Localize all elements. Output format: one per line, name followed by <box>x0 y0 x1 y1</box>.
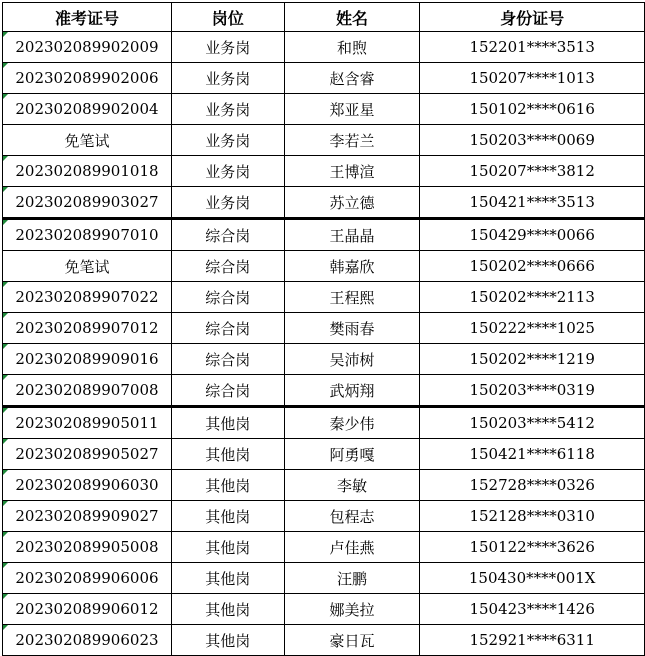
name-cell-text: 和煦 <box>336 38 367 57</box>
name-cell <box>284 375 420 407</box>
position-cell-text: 综合岗 <box>205 257 251 276</box>
candidate-table <box>2 2 645 656</box>
cell-marker-icon <box>3 594 8 599</box>
position-cell <box>171 470 284 501</box>
name-cell <box>284 313 420 344</box>
name-cell-text: 王博渲 <box>329 162 375 181</box>
exam-no-cell <box>3 501 172 532</box>
exam-no-cell <box>3 563 172 594</box>
position-cell-text: 其他岗 <box>205 445 251 464</box>
cell-marker-icon <box>3 313 8 318</box>
id-no-cell-text: 150222****1025 <box>469 319 595 337</box>
id-no-cell <box>420 375 645 407</box>
exam-no-cell <box>3 532 172 563</box>
id-no-cell-text: 150202****0666 <box>469 257 595 275</box>
cell-marker-icon <box>3 501 8 506</box>
table-row <box>3 94 645 125</box>
position-cell-text: 其他岗 <box>205 569 251 588</box>
id-no-cell <box>420 32 645 63</box>
cell-marker-icon <box>3 375 8 380</box>
cell-marker-icon <box>3 532 8 537</box>
exam-no-cell-text: 202302089902004 <box>15 100 159 118</box>
exam-no-cell <box>3 94 172 125</box>
exam-no-cell-text: 202302089907012 <box>15 319 159 337</box>
name-cell-text: 赵含睿 <box>329 69 375 88</box>
id-no-cell-text: 152921****6311 <box>469 631 595 649</box>
id-no-cell-text: 150202****1219 <box>469 350 595 368</box>
name-cell <box>284 32 420 63</box>
name-cell-text: 娜美拉 <box>329 600 375 619</box>
table-row <box>3 187 645 219</box>
position-cell <box>171 344 284 375</box>
position-cell <box>171 594 284 625</box>
exam-no-cell-text: 202302089905008 <box>15 538 159 556</box>
position-cell-text: 其他岗 <box>205 476 251 495</box>
name-cell <box>284 156 420 187</box>
id-no-cell <box>420 313 645 344</box>
id-no-cell <box>420 439 645 470</box>
position-cell-text: 其他岗 <box>205 538 251 557</box>
exam-no-cell-text: 202302089905011 <box>15 414 159 432</box>
id-no-cell-text: 152128****0310 <box>469 507 595 525</box>
exam-no-cell <box>3 439 172 470</box>
position-cell-text: 其他岗 <box>205 507 251 526</box>
cell-marker-icon <box>3 625 8 630</box>
id-no-cell <box>420 156 645 187</box>
exam-no-cell-text: 202302089907008 <box>15 381 159 399</box>
name-cell-text: 吴沛树 <box>329 350 375 369</box>
name-cell <box>284 251 420 282</box>
exam-no-cell-text: 202302089906012 <box>15 600 159 618</box>
id-no-cell-text: 150423****1426 <box>469 600 595 618</box>
position-cell-text: 综合岗 <box>205 226 251 245</box>
position-cell-text: 业务岗 <box>205 131 251 150</box>
cell-marker-icon <box>3 187 8 192</box>
cell-marker-icon <box>3 282 8 287</box>
cell-marker-icon <box>3 156 8 161</box>
id-no-cell <box>420 470 645 501</box>
name-cell <box>284 344 420 375</box>
exam-no-cell <box>3 187 172 219</box>
name-cell <box>284 219 420 251</box>
position-cell <box>171 282 284 313</box>
id-no-cell-text: 150122****3626 <box>469 538 595 556</box>
id-no-cell-text: 150421****6118 <box>469 445 595 463</box>
exam-no-cell-text: 202302089909027 <box>15 507 159 525</box>
position-cell-text: 其他岗 <box>205 414 251 433</box>
id-no-cell <box>420 187 645 219</box>
cell-marker-icon <box>3 470 8 475</box>
table-row <box>3 125 645 156</box>
cell-marker-icon <box>3 220 8 225</box>
id-no-cell-text: 150429****0066 <box>469 226 595 244</box>
name-cell-text: 武炳翔 <box>329 381 375 400</box>
table-body <box>3 32 645 656</box>
position-cell <box>171 313 284 344</box>
exam-no-cell-text: 免笔试 <box>64 257 110 276</box>
name-cell <box>284 594 420 625</box>
position-cell <box>171 94 284 125</box>
name-cell-text: 王晶晶 <box>329 226 375 245</box>
table-row <box>3 251 645 282</box>
table-row <box>3 501 645 532</box>
exam-no-cell <box>3 32 172 63</box>
exam-no-cell <box>3 156 172 187</box>
exam-no-cell-text: 202302089902006 <box>15 69 159 87</box>
position-cell-text: 业务岗 <box>205 69 251 88</box>
position-cell <box>171 125 284 156</box>
name-cell-text: 樊雨春 <box>329 319 375 338</box>
table-row <box>3 63 645 94</box>
id-no-cell <box>420 563 645 594</box>
id-no-cell <box>420 344 645 375</box>
id-no-cell-text: 150207****1013 <box>469 69 595 87</box>
cell-marker-icon <box>3 94 8 99</box>
id-no-cell-text: 150203****0319 <box>469 381 595 399</box>
id-no-cell-text: 150430****001X <box>468 569 596 587</box>
position-cell-text: 业务岗 <box>205 38 251 57</box>
id-no-cell <box>420 282 645 313</box>
name-cell <box>284 125 420 156</box>
position-cell <box>171 187 284 219</box>
cell-marker-icon <box>3 32 8 37</box>
position-cell <box>171 375 284 407</box>
cell-marker-icon <box>3 63 8 68</box>
position-cell-text: 业务岗 <box>205 100 251 119</box>
name-cell-text: 阿勇嘎 <box>329 445 375 464</box>
position-cell-text: 业务岗 <box>205 193 251 212</box>
id-no-cell <box>420 251 645 282</box>
exam-no-cell-text: 202302089909016 <box>15 350 159 368</box>
id-no-cell <box>420 63 645 94</box>
id-no-cell <box>420 594 645 625</box>
id-no-cell-text: 150102****0616 <box>469 100 595 118</box>
table-row <box>3 219 645 251</box>
table-row <box>3 32 645 63</box>
id-no-cell <box>420 94 645 125</box>
exam-no-cell-text: 202302089901018 <box>15 162 159 180</box>
header-id-no: 身份证号 <box>420 3 645 32</box>
exam-no-cell <box>3 407 172 439</box>
exam-no-cell-text: 202302089906023 <box>15 631 159 649</box>
exam-no-cell <box>3 594 172 625</box>
position-cell <box>171 156 284 187</box>
name-cell-text: 李若兰 <box>329 131 375 150</box>
table-row <box>3 282 645 313</box>
table-row <box>3 407 645 439</box>
name-cell-text: 李敏 <box>336 476 367 495</box>
id-no-cell-text: 150421****3513 <box>469 193 595 211</box>
table-row <box>3 344 645 375</box>
exam-no-cell-text: 202302089902009 <box>15 38 159 56</box>
name-cell <box>284 187 420 219</box>
position-cell-text: 综合岗 <box>205 381 251 400</box>
name-cell-text: 王程熙 <box>329 288 375 307</box>
id-no-cell <box>420 407 645 439</box>
id-no-cell-text: 152201****3513 <box>469 38 595 56</box>
table-row <box>3 594 645 625</box>
name-cell <box>284 282 420 313</box>
name-cell-text: 郑亚星 <box>329 100 375 119</box>
exam-no-cell <box>3 63 172 94</box>
name-cell <box>284 532 420 563</box>
header-row <box>3 3 645 32</box>
position-cell <box>171 625 284 656</box>
exam-no-cell-text: 202302089903027 <box>15 193 159 211</box>
name-cell <box>284 63 420 94</box>
table-row <box>3 625 645 656</box>
cell-marker-icon <box>3 439 8 444</box>
table-row <box>3 532 645 563</box>
name-cell-text: 苏立德 <box>329 193 375 212</box>
exam-no-cell <box>3 625 172 656</box>
header-exam-no: 准考证号 <box>3 3 172 32</box>
exam-no-cell-text: 202302089905027 <box>15 445 159 463</box>
name-cell <box>284 470 420 501</box>
exam-no-cell <box>3 219 172 251</box>
name-cell <box>284 563 420 594</box>
table-row <box>3 313 645 344</box>
position-cell <box>171 32 284 63</box>
name-cell-text: 包程志 <box>329 507 375 526</box>
cell-marker-icon <box>3 563 8 568</box>
exam-no-cell <box>3 125 172 156</box>
exam-no-cell-text: 免笔试 <box>64 131 110 150</box>
name-cell-text: 韩嘉欣 <box>329 257 375 276</box>
position-cell-text: 其他岗 <box>205 631 251 650</box>
exam-no-cell-text: 202302089906030 <box>15 476 159 494</box>
name-cell-text: 秦少伟 <box>329 414 375 433</box>
position-cell-text: 综合岗 <box>205 319 251 338</box>
position-cell <box>171 251 284 282</box>
id-no-cell-text: 150202****2113 <box>469 288 595 306</box>
header-position: 岗位 <box>171 3 284 32</box>
position-cell <box>171 532 284 563</box>
id-no-cell <box>420 532 645 563</box>
exam-no-cell <box>3 470 172 501</box>
id-no-cell-text: 150203****0069 <box>469 131 595 149</box>
exam-no-cell <box>3 313 172 344</box>
position-cell-text: 综合岗 <box>205 288 251 307</box>
name-cell <box>284 407 420 439</box>
position-cell-text: 其他岗 <box>205 600 251 619</box>
exam-no-cell <box>3 344 172 375</box>
table-row <box>3 470 645 501</box>
name-cell <box>284 94 420 125</box>
position-cell <box>171 407 284 439</box>
name-cell <box>284 625 420 656</box>
position-cell <box>171 501 284 532</box>
table-row <box>3 375 645 407</box>
exam-no-cell <box>3 282 172 313</box>
name-cell <box>284 501 420 532</box>
position-cell <box>171 563 284 594</box>
name-cell-text: 卢佳燕 <box>329 538 375 557</box>
exam-no-cell <box>3 251 172 282</box>
id-no-cell <box>420 501 645 532</box>
position-cell <box>171 219 284 251</box>
table-row <box>3 439 645 470</box>
id-no-cell-text: 150207****3812 <box>469 162 595 180</box>
position-cell <box>171 63 284 94</box>
id-no-cell <box>420 219 645 251</box>
name-cell <box>284 439 420 470</box>
exam-no-cell <box>3 375 172 407</box>
id-no-cell-text: 152728****0326 <box>469 476 595 494</box>
header-name: 姓名 <box>284 3 420 32</box>
table-row <box>3 156 645 187</box>
id-no-cell-text: 150203****5412 <box>469 414 595 432</box>
cell-marker-icon <box>3 408 8 413</box>
id-no-cell <box>420 125 645 156</box>
exam-no-cell-text: 202302089907022 <box>15 288 159 306</box>
position-cell-text: 综合岗 <box>205 350 251 369</box>
exam-no-cell-text: 202302089906006 <box>15 569 159 587</box>
table-row <box>3 563 645 594</box>
position-cell-text: 业务岗 <box>205 162 251 181</box>
name-cell-text: 豪日瓦 <box>329 631 375 650</box>
name-cell-text: 汪鹏 <box>336 569 367 588</box>
position-cell <box>171 439 284 470</box>
cell-marker-icon <box>3 344 8 349</box>
exam-no-cell-text: 202302089907010 <box>15 226 159 244</box>
id-no-cell <box>420 625 645 656</box>
